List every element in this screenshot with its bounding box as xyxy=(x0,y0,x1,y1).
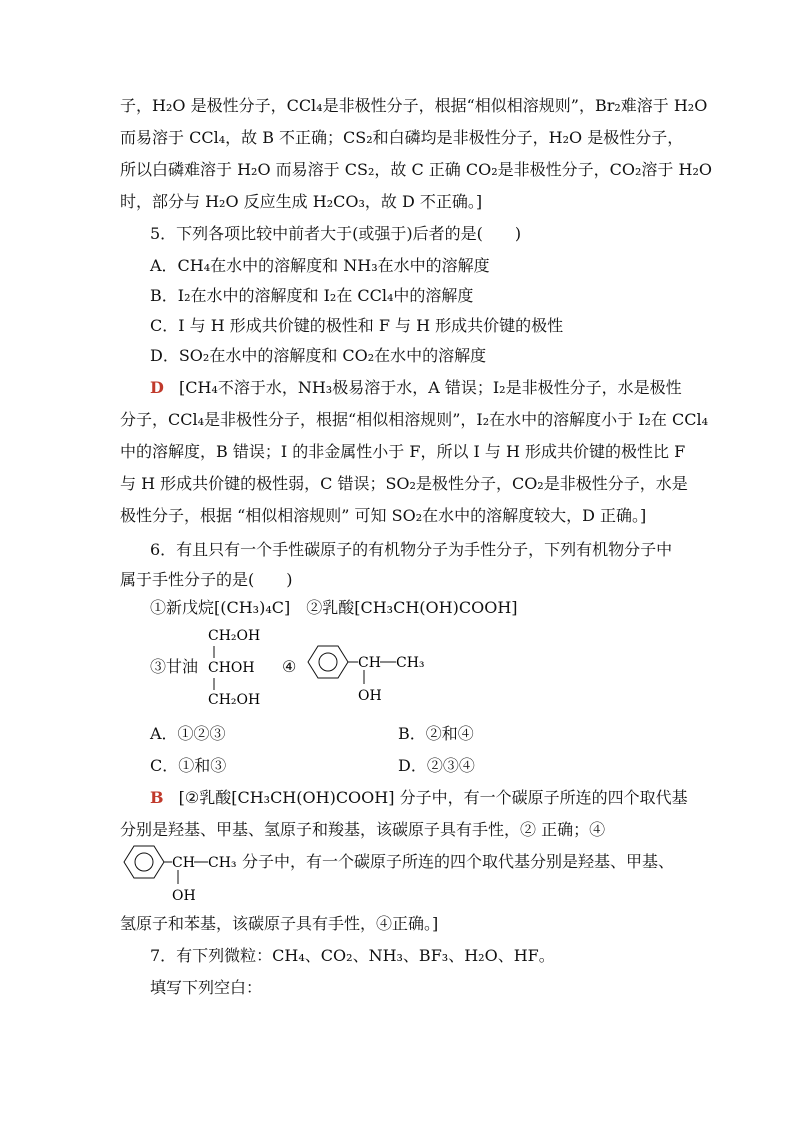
answer-text: [CH₄不溶于水，NH₃极易溶于水，A 错误；I₂是非极性分子，水是极性 xyxy=(178,378,682,397)
phenylethanol-structure xyxy=(300,640,430,706)
answer-letter: B xyxy=(150,788,164,807)
text-line: 与 H 形成共价键的极性弱，C 错误；SO₂是极性分子，CO₂是非极性分子，水是 xyxy=(120,474,688,493)
question-7-fill: 填写下列空白： xyxy=(150,978,263,997)
answer-5-line1 xyxy=(150,378,682,398)
ch3-label: CH₃ xyxy=(396,655,425,671)
text-line: 而易溶于 CCl₄，故 B 不正确；CS₂和白磷均是非极性分子，H₂O 是极性分子， xyxy=(120,128,684,147)
answer-text: [②乳酸[CH₃CH(OH)COOH] 分子中，有一个碳原子所连的四个取代基 xyxy=(178,788,688,807)
text-line: 分子，CCl₄是非极性分子，根据“相似相溶规则”，I₂在水中的溶解度小于 I₂在 CCl₄ xyxy=(120,410,709,429)
glycerol-top: CH₂OH xyxy=(208,628,261,644)
text-line: 极性分子，根据 “相似相溶规则” 可知 SO₂在水中的溶解度较大，D 正确。] xyxy=(120,506,647,525)
text-line: 所以白磷难溶于 H₂O 而易溶于 CS₂，故 C 正确 CO₂是非极性分子，CO₂溶于 H₂O xyxy=(120,160,712,179)
option-5c: C．I 与 H 形成共价键的极性和 F 与 H 形成共价键的极性 xyxy=(150,316,564,335)
option-5b: B．I₂在水中的溶解度和 I₂在 CCl₄中的溶解度 xyxy=(150,286,474,305)
question-5: 5．下列各项比较中前者大于(或强于)后者的是( ) xyxy=(150,224,522,243)
oh-label: OH xyxy=(172,888,196,904)
phenylethanol-structure-answer xyxy=(120,844,250,910)
text-line: 时，部分与 H₂O 反应生成 H₂CO₃，故 D 不正确。] xyxy=(120,192,483,211)
answer-letter: D xyxy=(150,378,164,397)
question-6-items: ①新戊烷[(CH₃)₄C] ②乳酸[CH₃CH(OH)COOH] xyxy=(150,598,518,617)
text-line: 属于手性分子的是( ) xyxy=(120,570,293,589)
question-6: 6．有且只有一个手性碳原子的有机物分子为手性分子，下列有机物分子中 xyxy=(150,540,673,559)
text-line: 中的溶解度，B 错误；I 的非金属性小于 F，所以 I 与 H 形成共价键的极性比 F xyxy=(120,442,686,461)
item-4-label: ④ xyxy=(282,657,297,676)
benzene-ring-icon xyxy=(124,846,164,878)
answer-6-line1 xyxy=(150,788,688,808)
option-5d: D．SO₂在水中的溶解度和 CO₂在水中的溶解度 xyxy=(150,346,487,365)
option-6a: A．①②③ xyxy=(150,724,226,743)
option-5a: A．CH₄在水中的溶解度和 NH₃在水中的溶解度 xyxy=(150,256,490,275)
glycerol-mid: CHOH xyxy=(208,660,255,676)
text-line: 分子中，有一个碳原子所连的四个取代基分别是羟基、甲基、 xyxy=(242,852,675,871)
option-6b: B．②和④ xyxy=(398,724,474,743)
text-line: 分别是羟基、甲基、氢原子和羧基，该碳原子具有手性，② 正确；④ xyxy=(120,820,606,839)
ch-label: CH xyxy=(358,655,381,671)
benzene-ring-icon xyxy=(308,646,348,678)
ch-label: CH xyxy=(172,855,195,871)
glycerol-bot: CH₂OH xyxy=(208,692,261,708)
text-line: 子，H₂O 是极性分子，CCl₄是非极性分子，根据“相似相溶规则”，Br₂难溶于 H₂O xyxy=(120,96,708,115)
option-6d: D．②③④ xyxy=(398,756,475,775)
ch3-label: CH₃ xyxy=(208,855,237,871)
option-6c: C．①和③ xyxy=(150,756,227,775)
question-7: 7．有下列微粒：CH₄、CO₂、NH₃、BF₃、H₂O、HF。 xyxy=(150,946,555,965)
oh-label: OH xyxy=(358,688,382,704)
text-line: 氢原子和苯基，该碳原子具有手性，④正确。] xyxy=(120,914,439,933)
item-3-label: ③甘油 xyxy=(150,657,199,676)
